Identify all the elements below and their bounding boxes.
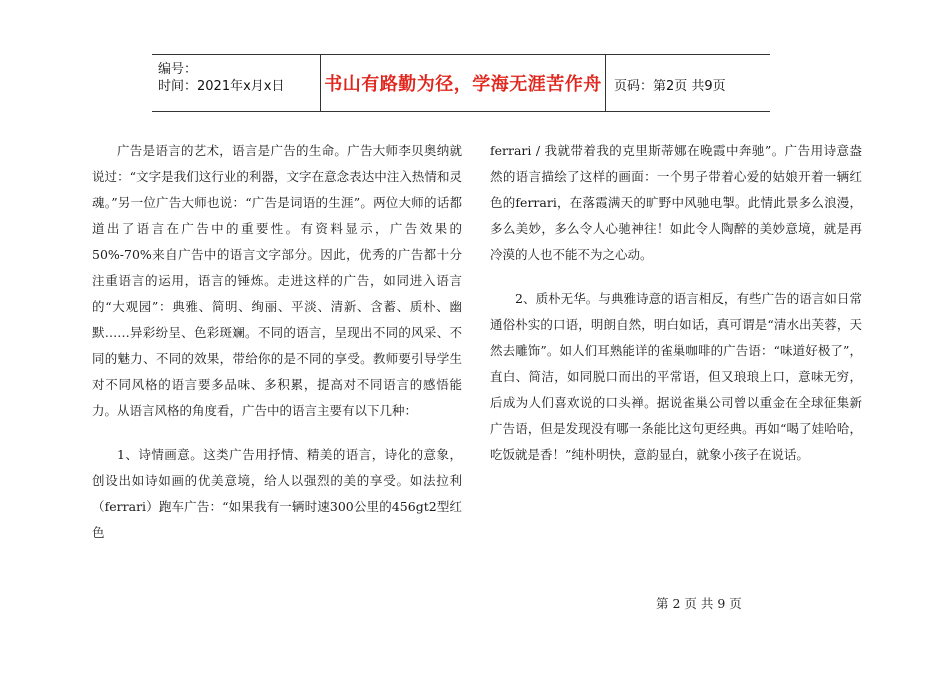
left-column — [92, 138, 462, 546]
header-meta — [152, 55, 320, 111]
right-column — [490, 138, 862, 468]
continuation-paragraph: ferrari / 我就带着我的克里斯蒂娜在晚霞中奔驰”。广告用诗意盎然的语言描绘了这样的画面：一个男子带着心爱的姑娘开着一辆红色的ferrari，在落霞满天的旷野中风驰电掣。此情此景多么浪漫，多么美妙，多么令人心驰神往！如此令人陶醉的美妙意境，就是再冷漠的人也不能不为之心动。 — [490, 143, 862, 262]
document-date: 时间：2021年x月x日 — [158, 79, 285, 94]
section-2-paragraph: 2、质朴无华。与典雅诗意的语言相反，有些广告的语言如日常通俗朴实的口语，明朗自然，明白如话，真可谓是“清水出芙蓉，天然去雕饰”。如人们耳熟能详的雀巢咖啡的广告语：“味道好极了”，直白、简洁，如同脱口而出的平常语，但又琅琅上口，意味无穷，后成为人们喜欢说的口头禅。据说雀巢公司曾以重金在全球征集新广告语，但是发现没有哪一条能比这句更经典。再如“喝了娃哈哈，吃饭就是香！”纯朴明快，意韵显白，就象小孩子在说话。 — [490, 291, 862, 462]
header-page-info: 页码：第2页 共9页 — [614, 79, 726, 94]
header-motto: 书山有路勤为径，学海无涯苦作舟 — [320, 55, 606, 111]
document-number-label: 编号： — [158, 62, 198, 77]
page-footer: 第 2 页 共 9 页 — [656, 596, 742, 611]
section-1-paragraph: 1、诗情画意。这类广告用抒情、精美的语言，诗化的意象，创设出如诗如画的优美意境，给人以强烈的美的享受。如法拉利（ferrari）跑车广告：“如果我有一辆时速300公里的456gt2型红色 — [92, 447, 462, 540]
page-header — [152, 54, 770, 112]
intro-paragraph: 广告是语言的艺术，语言是广告的生命。广告大师李贝奥纳就说过：“文字是我们这行业的利器，文字在意念表达中注入热情和灵魂。”另一位广告大师也说：“广告是词语的生涯”。两位大师的话都道出了语言在广告中的重要性。有资料显示，广告效果的50%-70%来自广告中的语言文字部分。因此，优秀的广告都十分注重语言的运用，语言的锤炼。走进这样的广告，如同进入语言的“大观园”：典雅、简明、绚丽、平淡、清新、含蓄、质朴、幽默……异彩纷呈、色彩斑斓。不同的语言，呈现出不同的风采、不同的魅力、不同的效果，带给你的是不同的享受。教师要引导学生对不同风格的语言要多品味、多积累，提高对不同语言的感悟能力。从语言风格的角度看，广告中的语言主要有以下几种： — [92, 143, 462, 418]
